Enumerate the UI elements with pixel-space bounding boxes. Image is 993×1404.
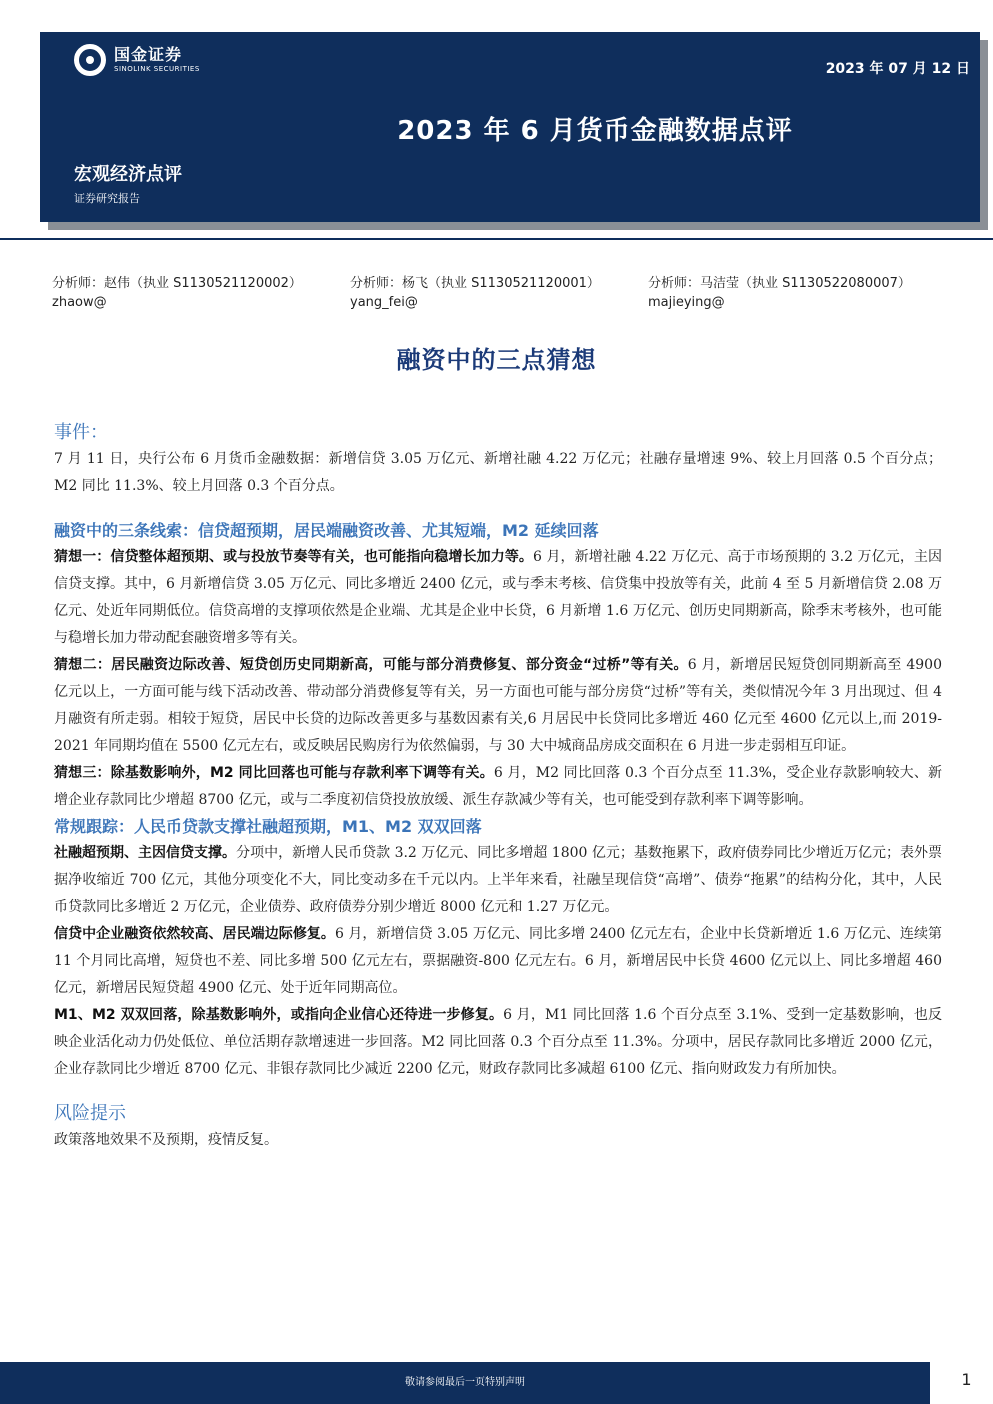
report-category: 宏观经济点评 <box>74 164 182 185</box>
risk-paragraph: 政策落地效果不及预期，疫情反复。 <box>54 1132 278 1148</box>
clue-3-lead: 猜想三：除基数影响外，M2 同比回落也可能与存款利率下调等有关。 <box>54 765 494 781</box>
tracking-paragraph-2 <box>54 921 942 1002</box>
tracking-heading: 常规跟踪：人民币贷款支撑社融超预期，M1、M2 双双回落 <box>54 817 482 836</box>
clue-paragraph-3 <box>54 760 942 814</box>
tracking-1-text: 分项中，新增人民币贷款 3.2 万亿元、同比多增超 1800 亿元；基数拖累下，政府债券同比少增近万亿元；表外票据净收缩近 700 亿元，其他分项变化不大，同比变动多在千元以内。上半年来看，社融呈现信贷“高增”、债券“拖累”的结构分化，其中，人民币贷款同比多增近 2 万亿元，企业债券、政府债券分别少增近 8000 亿元和 1.27 万亿元。 <box>54 845 942 915</box>
clue-3-text: 6 月，M2 同比回落 0.3 个百分点至 11.3%，受企业存款影响较大、新增企业存款同比少增超 8700 亿元，或与二季度初信贷投放放缓、派生存款减少等有关，也可能受到存款利率下调等影响。 <box>54 765 943 808</box>
logo-icon <box>74 44 106 76</box>
document-title: 融资中的三点猜想 <box>396 346 597 374</box>
event-heading: 事件： <box>54 422 108 443</box>
report-date: 2023 年 07 月 12 日 <box>825 61 970 77</box>
tracking-paragraph-3 <box>54 1002 942 1083</box>
page-number: 1 <box>961 1370 972 1389</box>
tracking-2-lead: 信贷中企业融资依然较高、居民端边际修复。 <box>54 926 335 942</box>
analyst-email: yang_fei@ <box>350 295 418 310</box>
clue-1-text: 6 月，新增社融 4.22 万亿元、高于市场预期的 3.2 万亿元，主因信贷支撑。其中，6 月新增信贷 3.05 万亿元、同比多增近 2400 亿元，或与季末考核、信贷集中投放等有关，此前 4 至 5 月新增信贷 2.08 万亿元、处近年同期低位。信贷高增的支撑项依然是企业端、尤其是企业中长贷，6 月新增 1.6 万亿元、创历史同期新高，除季末考核外，也可能与稳增长加力带动配套融资增多等有关。 <box>54 549 943 646</box>
clues-heading: 融资中的三条线索：信贷超预期，居民端融资改善、尤其短端，M2 延续回落 <box>54 521 599 540</box>
analyst-email: majieying@ <box>648 295 725 310</box>
logo-en-text: SINOLINK SECURITIES <box>114 65 200 73</box>
report-title: 2023 年 6 月货币金融数据点评 <box>397 116 793 146</box>
report-type: 证券研究报告 <box>74 192 140 205</box>
analyst-entry <box>350 274 648 312</box>
analyst-email: zhaow@ <box>52 295 107 310</box>
tracking-3-lead: M1、M2 双双回落，除基数影响外，或指向企业信心还待进一步修复。 <box>54 1007 504 1023</box>
clue-paragraph-2 <box>54 652 942 760</box>
report-header <box>40 32 980 222</box>
clue-2-text: 6 月，新增居民短贷创同期新高至 4900 亿元以上，一方面可能与线下活动改善、带动部分消费修复等有关，另一方面也可能与部分房贷“过桥”等有关，类似情况今年 3 月出现过、但 4 月融资有所走弱。相较于短贷，居民中长贷的边际改善更多与基数因素有关,6 月居民中长贷同比多增近 460 亿元至 4600 亿元以上,而 2019-2021 年同期均值在 5500 亿元左右，或反映居民购房行为依然偏弱，与 30 大中城商品房成交面积在 6 月进一步走弱相互印证。 <box>54 657 942 754</box>
company-logo <box>74 44 200 76</box>
header-divider <box>0 238 993 240</box>
report-body <box>54 420 942 1154</box>
event-paragraph: 7 月 11 日，央行公布 6 月货币金融数据：新增信贷 3.05 万亿元、新增社融 4.22 万亿元；社融存量增速 9%、较上月回落 0.5 个百分点；M2 同比 11.3%、较上月回落 0.3 个百分点。 <box>54 451 942 494</box>
analyst-entry <box>648 274 946 312</box>
clue-1-lead: 猜想一：信贷整体超预期、或与投放节奏等有关，也可能指向稳增长加力等。 <box>54 549 534 565</box>
tracking-2-text: 6 月，新增信贷 3.05 万亿元、同比多增 2400 亿元左右，企业中长贷新增近 1.6 万亿元、连续第 11 个月同比高增，短贷也不差、同比多增 500 亿元左右，票据融资-800 亿元左右。6 月，新增居民中长贷 4600 亿元以上、同比多增超 460 亿元，新增居民短贷超 4900 亿元、处于近年同期高位。 <box>54 926 943 996</box>
tracking-1-lead: 社融超预期、主因信贷支撑。 <box>54 845 237 861</box>
footer-disclaimer: 敬请参阅最后一页特别声明 <box>0 1362 930 1404</box>
tracking-paragraph-1 <box>54 840 942 921</box>
analyst-name: 分析师：马洁莹（执业 S1130522080007） <box>648 276 911 291</box>
logo-cn-text: 国金证券 <box>114 45 183 64</box>
analyst-list <box>52 274 952 312</box>
analyst-name: 分析师：赵伟（执业 S1130521120002） <box>52 276 302 291</box>
risk-heading: 风险提示 <box>54 1103 126 1124</box>
analyst-entry <box>52 274 350 312</box>
clue-2-lead: 猜想二：居民融资边际改善、短贷创历史同期新高，可能与部分消费修复、部分资金“过桥”等有关。 <box>54 657 688 673</box>
analyst-name: 分析师：杨飞（执业 S1130521120001） <box>350 276 600 291</box>
clue-paragraph-1 <box>54 544 942 652</box>
tracking-3-text: 6 月，M1 同比回落 1.6 个百分点至 3.1%、受到一定基数影响，也反映企业活化动力仍处低位、单位活期存款增速进一步回落。M2 同比回落 0.3 个百分点至 11.3%。分项中，居民存款同比多增近 2000 亿元，企业存款同比少增近 8700 亿元、非银存款同比少减近 2200 亿元，财政存款同比多减超 6100 亿元、指向财政发力有所加快。 <box>54 1007 942 1077</box>
